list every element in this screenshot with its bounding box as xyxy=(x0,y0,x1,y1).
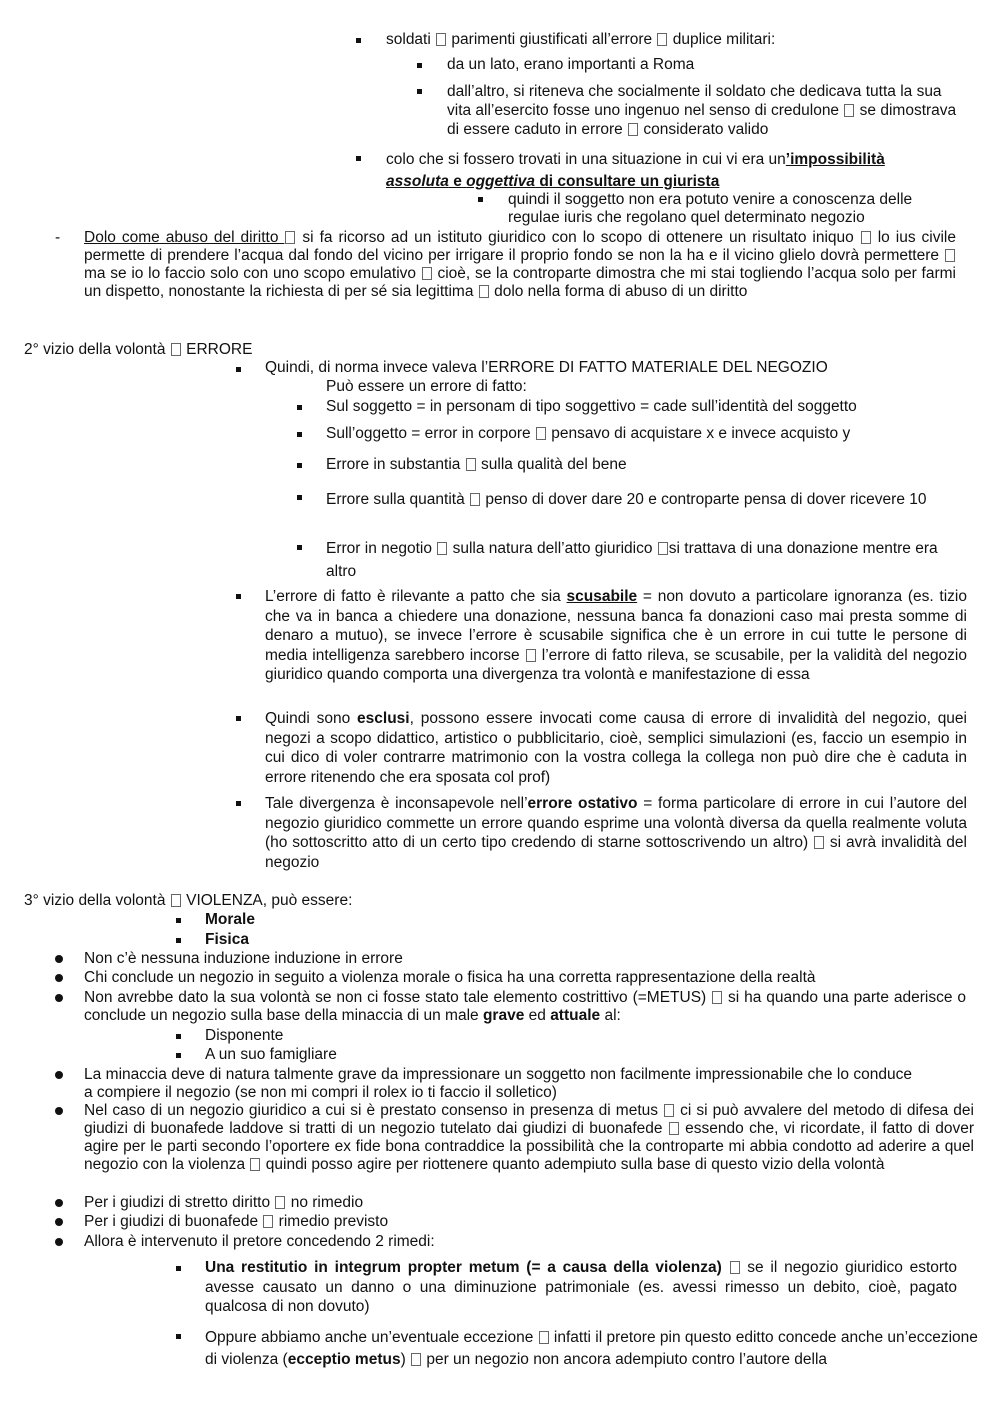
paragraph-esclusi: Quindi sono esclusi, possono essere invocati come causa di errore di invalidità del negozio, quei negozi a scopo didattico, artistico o pubblicitario, cioè, semplici simulazioni (es, faccio un esempio in cui dico di voler contrarre matrimonio con la vostra collega la collega non può dire che è caduta in errore ritenendo che era sposata col prof) xyxy=(265,710,967,786)
missing-glyph-icon xyxy=(466,458,476,471)
missing-glyph-icon xyxy=(436,33,446,46)
missing-glyph-icon xyxy=(539,1331,549,1344)
list-item: Allora è intervenuto il pretore concedendo 2 rimedi: xyxy=(84,1233,435,1250)
item-sull-oggetto: Sull’oggetto = error in corpore pensavo di acquistare x e invece acquisto y xyxy=(326,425,851,442)
item-in-substantia: Errore in substantia sulla qualità del bene xyxy=(326,456,627,473)
missing-glyph-icon xyxy=(844,104,854,117)
item-morale: Morale xyxy=(205,911,255,928)
bullet-square xyxy=(297,463,302,468)
list-item: Chi conclude un negozio in seguito a violenza morale o fisica ha una corretta rappresentazione della realtà xyxy=(84,969,816,986)
item-disponente: Disponente xyxy=(205,1027,284,1044)
bullet-square xyxy=(356,156,361,161)
item-sul-soggetto: Sul soggetto = in personam di tipo soggettivo = cade sull’identità del soggetto xyxy=(326,398,857,415)
paragraph-errore-di-fatto-sub: Può essere un errore di fatto: xyxy=(326,378,527,395)
paragraph-roma: da un lato, erano importanti a Roma xyxy=(447,56,695,73)
item-in-negotio: Error in negotio sulla natura dell’atto giuridico si trattava di una donazione mentre era altro xyxy=(326,540,938,580)
bullet-square xyxy=(176,918,181,923)
bullet-dot xyxy=(55,1218,63,1226)
missing-glyph-icon xyxy=(814,836,824,849)
paragraph-dolo-abuso-diritto: Dolo come abuso del diritto si fa ricorso ad un istituto giuridico con lo scopo di ottenere un risultato iniquo lo ius civile permette di prendere l’acqua dal fondo del vicino per irrigare il proprio fondo se non la ha e il vicino glielo dovrà permettere ma se io lo faccio solo con uno scopo emulativo cioè, se la controparte dimostra che mi stai togliendo l’acqua solo per farmi un dispetto, nonostante la richiesta di per sé sia legittima dolo nella forma di abuso di un diritto xyxy=(84,229,956,300)
missing-glyph-icon xyxy=(669,1122,679,1135)
missing-glyph-icon xyxy=(664,1104,674,1117)
missing-glyph-icon xyxy=(712,991,722,1004)
list-item-metus: Non avrebbe dato la sua volontà se non ci fosse stato tale elemento costrittivo (=METUS) si ha quando una parte aderisce o conclude un negozio sulla base della minaccia di un male grave ed attuale al: xyxy=(84,989,966,1024)
heading-errore: 2° vizio della volontà ERRORE xyxy=(24,341,253,358)
bullet-square xyxy=(236,801,241,806)
list-item: Non c’è nessuna induzione induzione in errore xyxy=(84,950,403,967)
paragraph-scusabile: L’errore di fatto è rilevante a patto che sia scusabile = non dovuto a particolare ignoranza (es. tizio che va in banca a chiedere una donazione, nessuna banca fa donazioni caso mai presta somme di denaro a mutuo), se invece l’errore è scusabile significa che è un errore in cui tutte le persone di media intelligenza sarebbero incorse l’errore di fatto rileva, se scusabile, per la validità del negozio giuridico quando comporta una divergenza tra volontà e manifestazione di essa xyxy=(265,588,967,683)
missing-glyph-icon xyxy=(657,33,667,46)
bullet-dot xyxy=(55,1107,63,1115)
paragraph-soldati: soldati parimenti giustificati all’errore duplice militari: xyxy=(386,31,776,48)
bullet-square xyxy=(297,495,302,500)
bullet-square xyxy=(236,716,241,721)
dash-marker: - xyxy=(55,229,61,246)
missing-glyph-icon xyxy=(275,1196,285,1209)
bullet-square xyxy=(176,1334,181,1339)
list-item-buonafede: Nel caso di un negozio giuridico a cui si è prestato consenso in presenza di metus ci si può avvalere del metodo di difesa dei giudizi di buonafede laddove si tratti di un negozio tutelato dai giudizi di buonafede essendo che, vi ricordate, il fatto di dover agire per le parti secondo l’oportere ex fide bona contraddice la possibilità che la controparte mi abbia condotto ad aderire a quel negozio con la violenza quindi posso agire per riottenere quanto adempiuto sulla base di questo vizio della volontà xyxy=(84,1102,974,1173)
missing-glyph-icon xyxy=(479,285,489,298)
item-quantita: Errore sulla quantità penso di dover dare 20 e controparte pensa di dover ricevere 10 xyxy=(326,491,927,508)
missing-glyph-icon xyxy=(730,1261,740,1274)
missing-glyph-icon xyxy=(422,267,432,280)
missing-glyph-icon xyxy=(536,427,546,440)
paragraph-errore-ostativo: Tale divergenza è inconsapevole nell’errore ostativo = forma particolare di errore in cui l’autore del negozio giuridico commette un errore quando esprime una volontà diversa da quella realmente voluta (ho sottoscritto atto di un certo tipo credendo di starne sottoscrivendo un altro) si avrà invalidità del negozio xyxy=(265,795,968,871)
bullet-square xyxy=(297,432,302,437)
paragraph-credulone: dall’altro, si riteneva che socialmente il soldato che dedicava tutta la sua vita all’esercito fosse uno ingenuo nel senso di credulone se dimostrava di essere caduto in errore considerato valido xyxy=(447,83,957,138)
paragraph-impossibilita: colo che si fossero trovati in una situazione in cui vi era un’impossibilità assoluta e oggettiva di consultare un giurista xyxy=(386,151,885,190)
bullet-square xyxy=(236,367,241,372)
heading-violenza: 3° vizio della volontà VIOLENZA, può essere: xyxy=(24,892,353,909)
bullet-square xyxy=(176,1053,181,1058)
bullet-square xyxy=(297,545,302,550)
missing-glyph-icon xyxy=(470,493,480,506)
bullet-square xyxy=(417,89,422,94)
bullet-dot xyxy=(55,1199,63,1207)
paragraph-restitutio: Una restitutio in integrum propter metum (= a causa della violenza) se il negozio giuridico estorto avesse causato un danno o una diminuzione patrimoniale (es. avessi rimesso un debito, cioè, pagato qualcosa di non dovuto) xyxy=(205,1259,957,1315)
paragraph-ecceptio-metus: Oppure abbiamo anche un’eventuale eccezione infatti il pretore pin questo editto concede anche un’eccezione di violenza (ecceptio metus) per un negozio non ancora adempiuto contro l’autore della xyxy=(205,1329,978,1368)
missing-glyph-icon xyxy=(171,894,181,907)
bullet-square xyxy=(356,38,361,43)
missing-glyph-icon xyxy=(250,1158,260,1171)
bullet-square xyxy=(236,594,241,599)
bullet-square xyxy=(176,1266,181,1271)
bullet-dot xyxy=(55,974,63,982)
missing-glyph-icon xyxy=(628,123,638,136)
bullet-dot xyxy=(55,994,63,1002)
bullet-square xyxy=(417,63,422,68)
bullet-dot xyxy=(55,1238,63,1246)
bullet-square xyxy=(176,1034,181,1039)
missing-glyph-icon xyxy=(263,1215,273,1228)
list-item: Per i giudizi di stretto diritto no rimedio xyxy=(84,1194,364,1211)
list-item: Per i giudizi di buonafede rimedio previsto xyxy=(84,1213,389,1230)
bullet-dot xyxy=(55,1071,63,1079)
item-famigliare: A un suo famigliare xyxy=(205,1046,337,1063)
missing-glyph-icon xyxy=(945,249,955,262)
missing-glyph-icon xyxy=(411,1353,421,1366)
bullet-square xyxy=(176,938,181,943)
paragraph-regulae-iuris: quindi il soggetto non era potuto venire a conoscenza delle regulae iuris che regolano quel determinato negozio xyxy=(508,191,913,226)
missing-glyph-icon xyxy=(526,649,536,662)
missing-glyph-icon xyxy=(861,231,871,244)
item-fisica: Fisica xyxy=(205,931,249,948)
missing-glyph-icon xyxy=(437,542,447,555)
missing-glyph-icon xyxy=(285,231,295,244)
bullet-dot xyxy=(55,955,63,963)
bullet-square xyxy=(478,197,483,202)
missing-glyph-icon xyxy=(171,343,181,356)
missing-glyph-icon xyxy=(658,542,668,555)
paragraph-errore-di-fatto: Quindi, di norma invece valeva l’ERRORE DI FATTO MATERIALE DEL NEGOZIO xyxy=(265,359,828,376)
list-item-minaccia: La minaccia deve di natura talmente grave da impressionare un soggetto non facilmente impressionabile che lo conduce a compiere il negozio (se non mi compri il rolex io ti faccio il solletico) xyxy=(84,1066,912,1101)
bullet-square xyxy=(297,405,302,410)
